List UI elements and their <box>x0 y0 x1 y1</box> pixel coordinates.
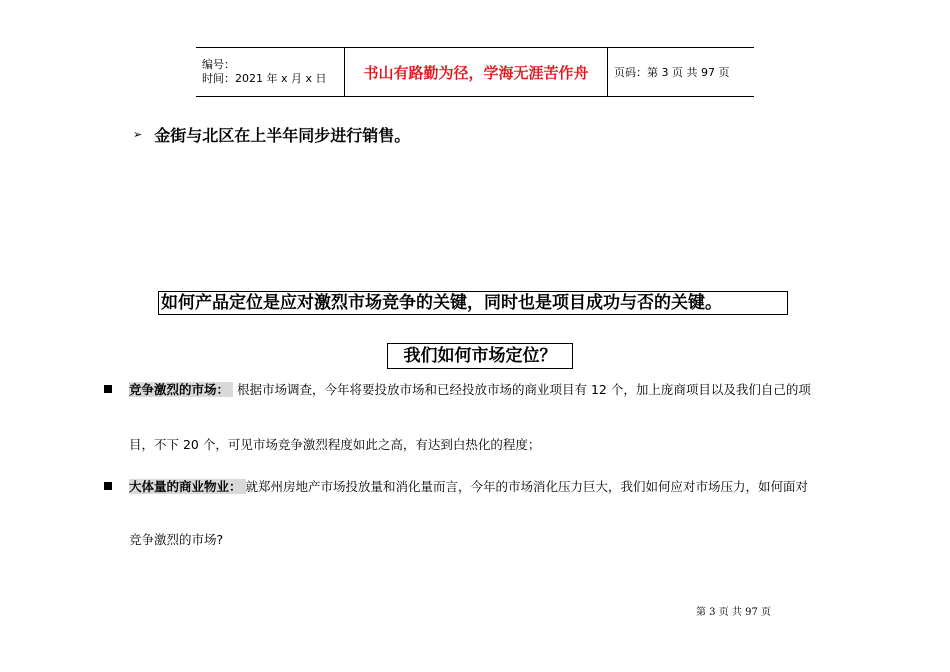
square-bullet-icon <box>104 482 112 490</box>
bullet-sales-text: 金街与北区在上半年同步进行销售。 <box>154 126 411 145</box>
arrow-right-icon: ➢ <box>133 128 143 141</box>
header-table <box>196 47 754 97</box>
headline-box: 如何产品定位是应对激烈市场竞争的关键，同时也是项目成功与否的关键。 <box>158 291 788 315</box>
item-volume-text: 就郑州房地产市场投放量和消化量而言，今年的市场消化压力巨大，我们如何应对市场压力，如何面对 <box>245 479 809 494</box>
header-page-code: 页码：第 3 页 共 97 页 <box>608 48 755 97</box>
item-volume-label: 大体量的商业物业： <box>129 479 246 494</box>
item-volume <box>104 477 808 495</box>
number-label: 编号： <box>202 58 235 71</box>
item-volume-cont: 竞争激烈的市场? <box>129 532 224 547</box>
header-meta-cell <box>196 48 345 97</box>
time-label: 时间：2021 年 x 月 x 日 <box>202 72 327 85</box>
item-competition-label: 竞争激烈的市场： <box>129 382 233 397</box>
item-competition <box>104 380 811 398</box>
bullet-sales <box>133 123 410 146</box>
header-slogan: 书山有路勤为径，学海无涯苦作舟 <box>345 48 608 97</box>
question-box: 我们如何市场定位？ <box>387 343 573 369</box>
page-footer: 第 3 页 共 97 页 <box>696 607 771 618</box>
item-competition-cont: 目，不下 20 个，可见市场竞争激烈程度如此之高，有达到白热化的程度； <box>129 437 541 452</box>
square-bullet-icon <box>104 385 112 393</box>
item-competition-text: 根据市场调查，今年将要投放市场和已经投放市场的商业项目有 12 个，加上庞商项目以及我们自己的项 <box>233 382 811 397</box>
